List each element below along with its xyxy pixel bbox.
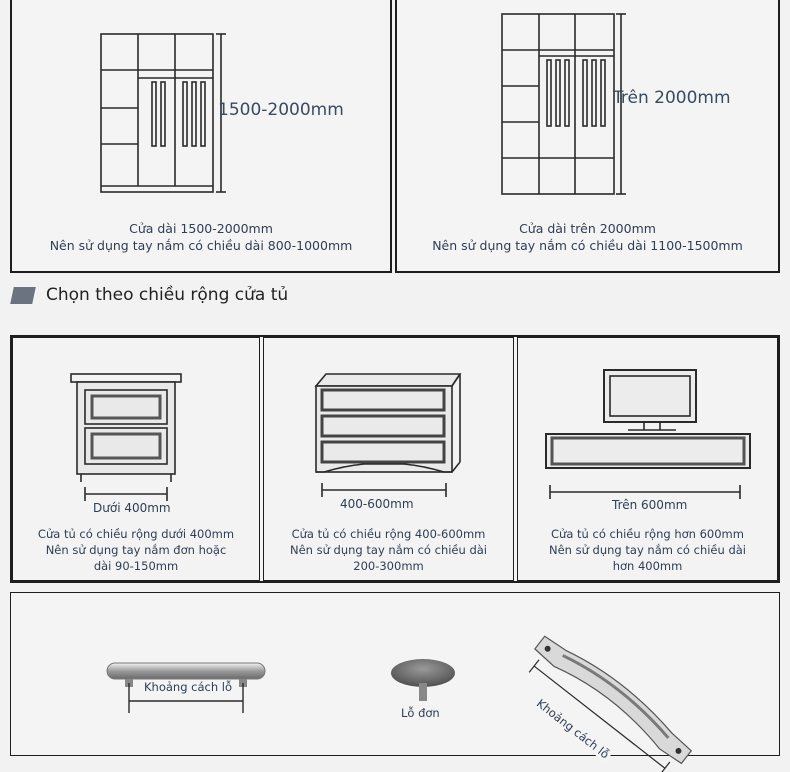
height-panel-1 <box>10 0 392 273</box>
dim-label-width-1: Dưới 400mm <box>93 501 171 515</box>
caption-line: Nên sử dụng tay nắm có chiều dài 800-1000mm <box>49 238 353 253</box>
caption-line: Nên sử dụng tay nắm có chiều dài 1100-1500mm <box>432 238 743 253</box>
caption-line: Nên sử dụng tay nắm có chiều dài <box>290 543 487 557</box>
dim-label-height-1: 1500-2000mm <box>218 100 344 120</box>
dim-label-width-2: 400-600mm <box>340 497 414 511</box>
dim-label-width-3: Trên 600mm <box>612 498 688 512</box>
caption-line: Cửa tủ có chiều rộng dưới 400mm <box>37 527 235 541</box>
caption-width-2 <box>264 526 513 574</box>
caption-line: Cửa dài trên 2000mm <box>519 221 656 236</box>
width-panel-3 <box>517 337 778 581</box>
section-heading-text: Chọn theo chiều rộng cửa tủ <box>46 285 289 305</box>
knob-label: Lỗ đơn <box>401 706 440 720</box>
caption-line: Cửa dài 1500-2000mm <box>129 221 273 236</box>
width-panel-2 <box>263 337 514 581</box>
caption-line: hơn 400mm <box>612 559 683 573</box>
caption-line: dài 90-150mm <box>93 559 179 573</box>
height-panel-2 <box>395 0 780 273</box>
caption-line: Cửa tủ có chiều rộng 400-600mm <box>291 527 486 541</box>
caption-line: Nên sử dụng tay nắm có chiều dài <box>549 543 746 557</box>
caption-line: Nên sử dụng tay nắm đơn hoặc <box>45 543 227 557</box>
curved-handle-label: Khoảng cách lỗ <box>533 696 612 762</box>
caption-line: 200-300mm <box>353 559 424 573</box>
caption-width-1 <box>13 526 259 574</box>
section-heading <box>12 284 288 306</box>
caption-line: Cửa tủ có chiều rộng hơn 600mm <box>551 527 744 541</box>
caption-width-3 <box>518 526 777 574</box>
handles-panel <box>10 592 780 762</box>
heading-marker-icon <box>10 287 36 304</box>
width-panel-1 <box>12 337 260 581</box>
caption-height-2 <box>397 220 778 254</box>
bar-handle-illustration <box>11 593 781 757</box>
caption-height-1 <box>12 220 390 254</box>
bar-handle-label: Khoảng cách lỗ <box>144 680 233 694</box>
dim-label-height-2: Trên 2000mm <box>613 88 731 108</box>
